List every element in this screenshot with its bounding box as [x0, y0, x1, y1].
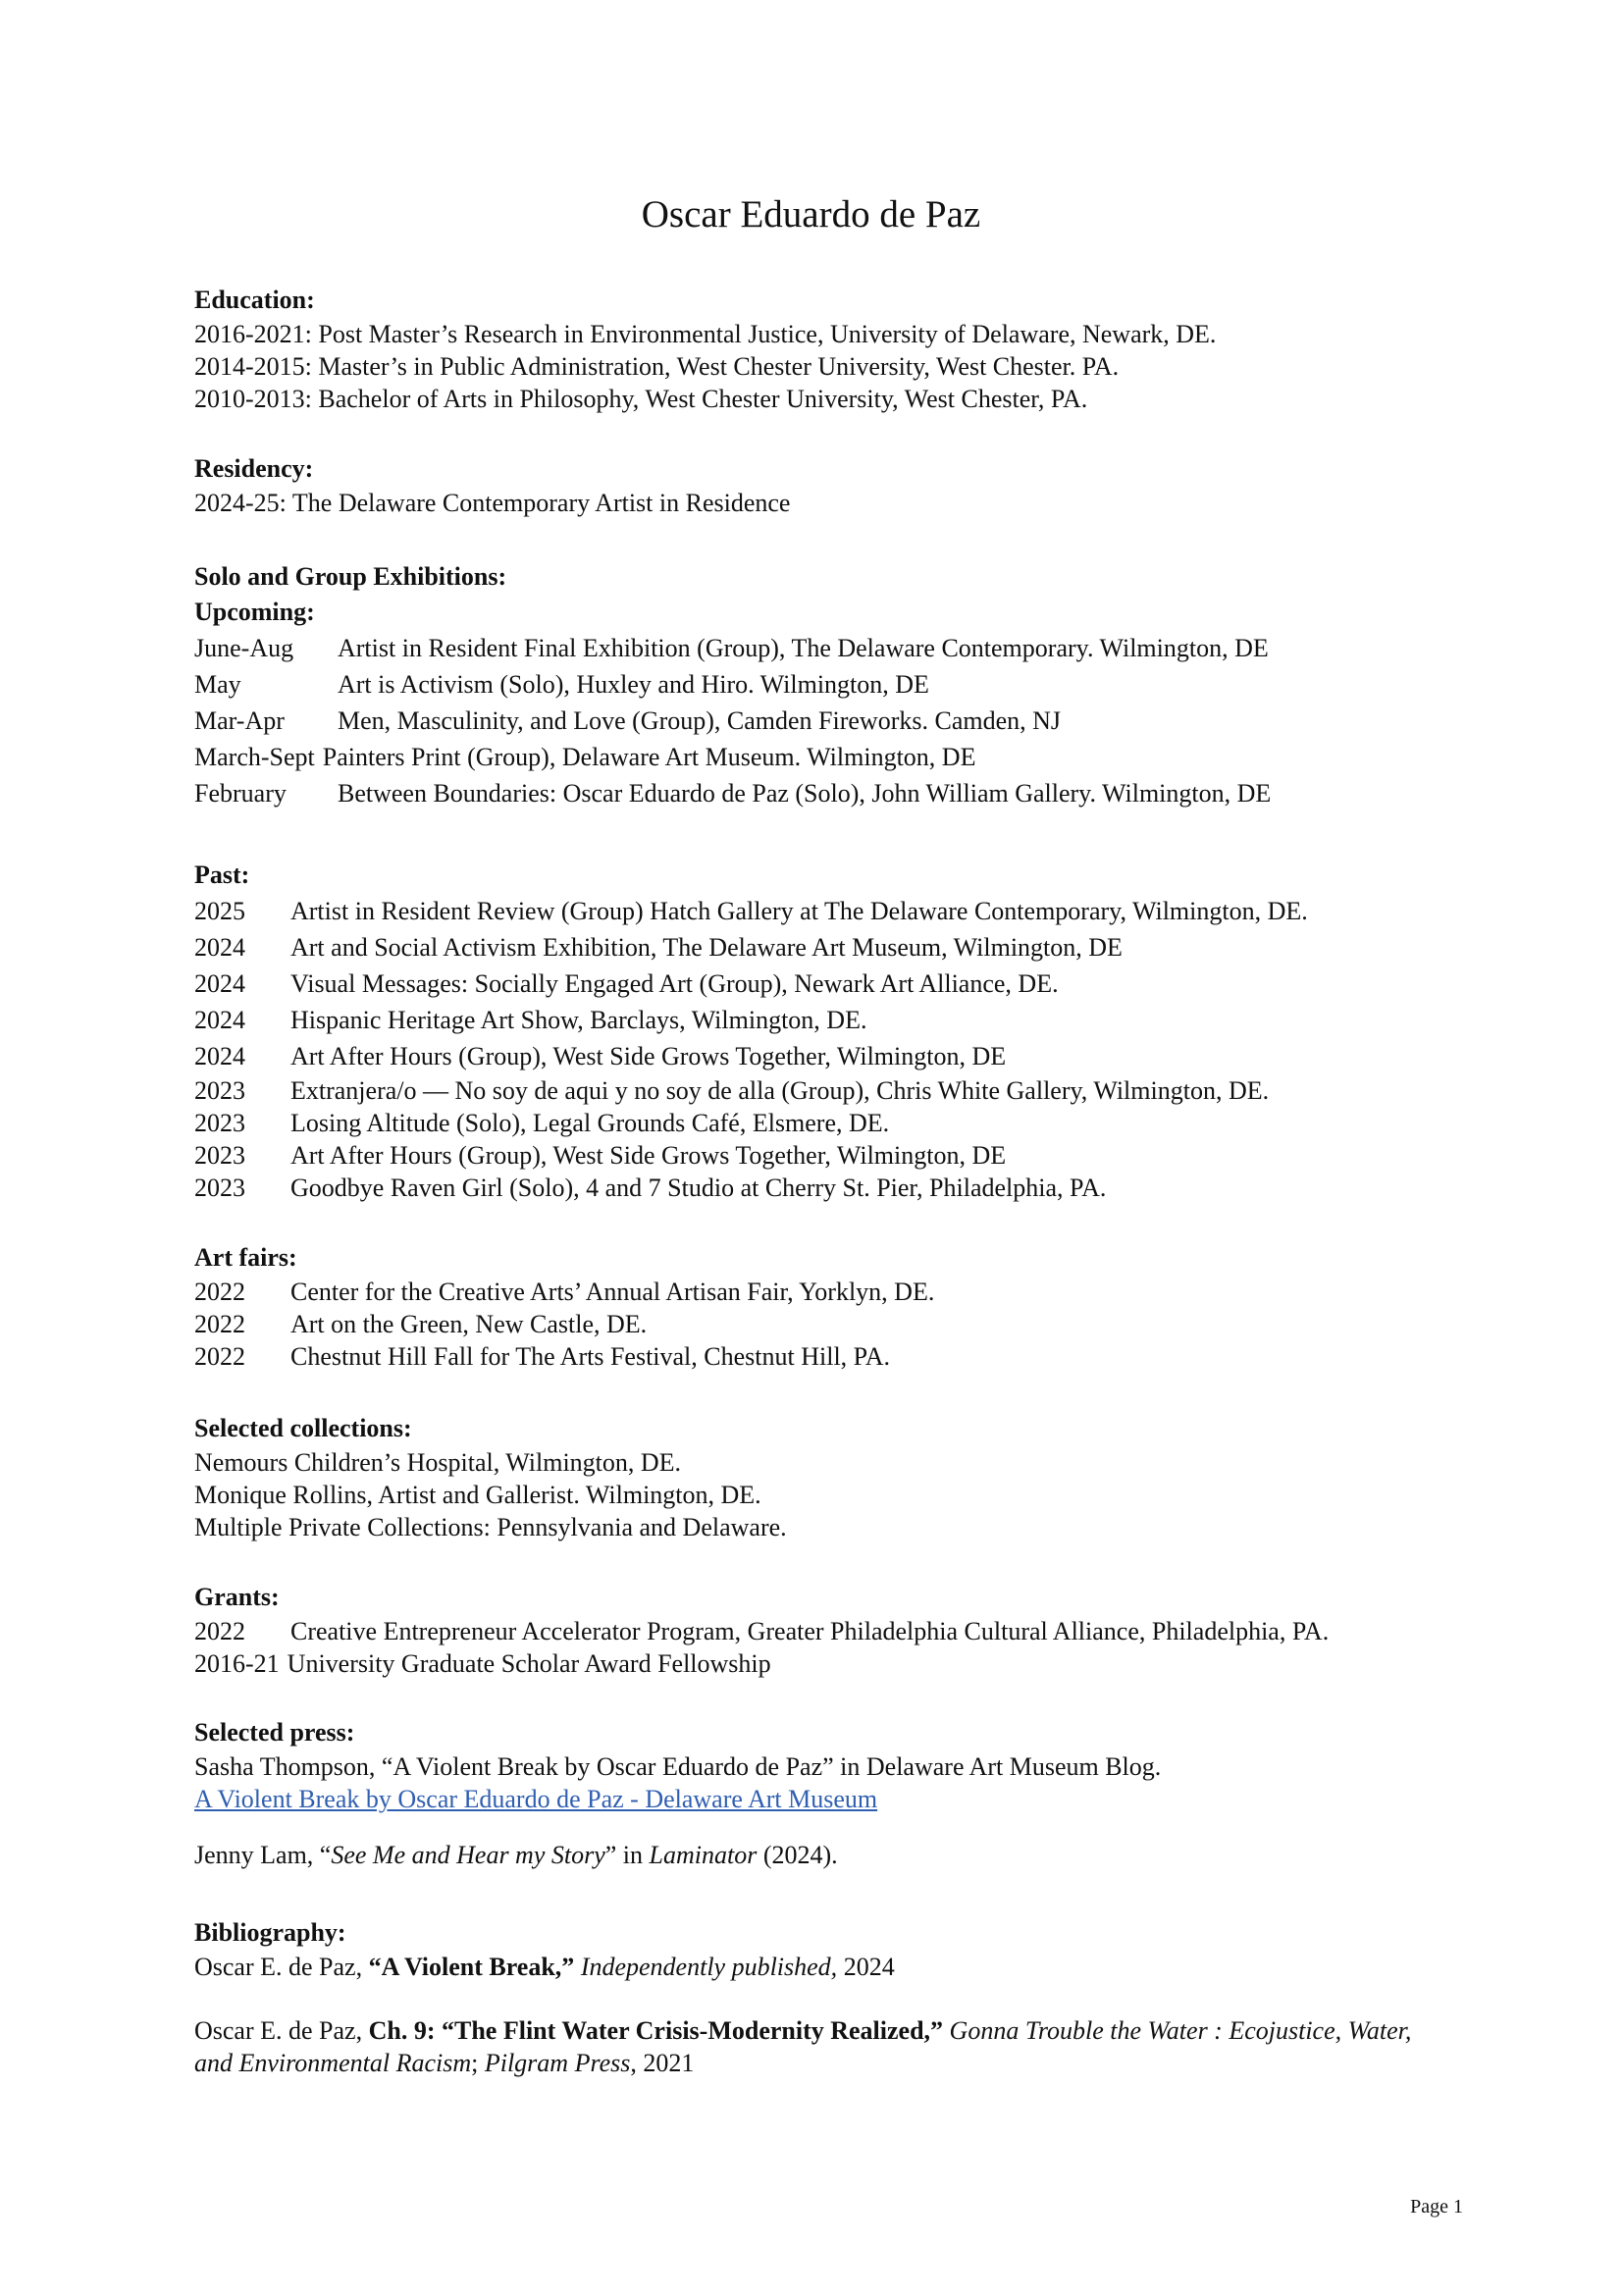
residency-section [194, 451, 1450, 519]
bib-year: 2024 [837, 1953, 895, 1981]
item-year: 2024 [194, 1006, 245, 1034]
upcoming-heading: Upcoming: [194, 598, 315, 626]
list-item: Multiple Private Collections: Pennsylvania and Delaware. [194, 1513, 787, 1541]
item-text: Visual Messages: Socially Engaged Art (Group), Newark Art Alliance, DE. [290, 969, 1059, 998]
list-item: Monique Rollins, Artist and Gallerist. Wilmington, DE. [194, 1481, 761, 1509]
press-item [194, 1839, 1450, 1871]
item-date: March-Sept [194, 743, 315, 771]
list-item [194, 1139, 1450, 1172]
item-date: Mar-Apr [194, 706, 285, 735]
item-year: 2023 [194, 1076, 245, 1105]
list-item [194, 1172, 1450, 1204]
item-text: Extranjera/o — No soy de aqui y no soy de alla (Group), Chris White Gallery, Wilmington, DE. [290, 1076, 1270, 1105]
press-link[interactable]: A Violent Break by Oscar Eduardo de Paz - Delaware Art Museum [194, 1785, 878, 1813]
item-year: 2024 [194, 969, 245, 998]
past-exhibitions-section [194, 858, 1450, 1204]
page-title: Oscar Eduardo de Paz [641, 193, 981, 235]
list-item [194, 703, 1450, 739]
list-item: 2024-25: The Delaware Contemporary Artist in Residence [194, 489, 791, 517]
item-year: 2024 [194, 933, 245, 962]
list-item: 2014-2015: Master’s in Public Administration, West Chester University, West Chester. PA. [194, 352, 1120, 381]
art-fairs-heading: Art fairs: [194, 1243, 297, 1272]
bibliography-item [194, 1951, 1450, 1983]
page-number: Page 1 [1410, 2196, 1463, 2218]
item-date: June-Aug [194, 634, 294, 662]
education-heading: Education: [194, 286, 315, 314]
item-text: Men, Masculinity, and Love (Group), Camden Fireworks. Camden, NJ [338, 706, 1062, 735]
bibliography-heading: Bibliography: [194, 1918, 346, 1947]
item-text: Losing Altitude (Solo), Legal Grounds Café, Elsmere, DE. [290, 1109, 890, 1137]
item-year: 2023 [194, 1109, 245, 1137]
press-heading: Selected press: [194, 1718, 355, 1747]
item-text: Artist in Resident Final Exhibition (Group), The Delaware Contemporary. Wilmington, DE [338, 634, 1269, 662]
grants-heading: Grants: [194, 1583, 280, 1611]
collections-heading: Selected collections: [194, 1414, 412, 1442]
list-item [194, 893, 1450, 929]
art-fairs-section [194, 1240, 1450, 1373]
item-text: Artist in Resident Review (Group) Hatch Gallery at The Delaware Contemporary, Wilmington, DE. [290, 897, 1308, 925]
bib-year: , 2021 [630, 2049, 695, 2077]
list-item: 2016-2021: Post Master’s Research in Environmental Justice, University of Delaware, Newark, DE. [194, 320, 1217, 348]
past-heading: Past: [194, 861, 250, 889]
item-text: Art is Activism (Solo), Huxley and Hiro. Wilmington, DE [338, 670, 929, 699]
bib-title: “A Violent Break,” [368, 1953, 575, 1981]
exhibitions-section [194, 559, 1450, 811]
item-date: February [194, 779, 287, 808]
item-date: May [194, 670, 241, 699]
item-year: 2023 [194, 1174, 245, 1202]
bib-separator: ; [471, 2049, 485, 2077]
press-year: (2024). [757, 1841, 838, 1869]
item-year: 2023 [194, 1141, 245, 1170]
item-year: 2022 [194, 1617, 245, 1645]
item-text: University Graduate Scholar Award Fellowship [287, 1649, 771, 1678]
bib-author: Oscar E. de Paz, [194, 2016, 369, 2045]
collections-section [194, 1411, 1450, 1543]
press-title: See Me and Hear my Story [331, 1841, 605, 1869]
list-item [194, 1038, 1450, 1074]
item-text: Art and Social Activism Exhibition, The Delaware Art Museum, Wilmington, DE [290, 933, 1123, 962]
list-item [194, 1002, 1450, 1038]
press-text: ” in [604, 1841, 650, 1869]
item-year: 2024 [194, 1042, 245, 1070]
residency-heading: Residency: [194, 454, 314, 483]
list-item [194, 666, 1450, 703]
list-item [194, 1276, 1450, 1308]
item-year: 2025 [194, 897, 245, 925]
bib-author: Oscar E. de Paz, [194, 1953, 369, 1981]
item-text: Art on the Green, New Castle, DE. [290, 1310, 648, 1338]
list-item [194, 929, 1450, 965]
bibliography-item [194, 2014, 1450, 2079]
list-item [194, 1647, 1450, 1680]
item-text: Between Boundaries: Oscar Eduardo de Paz (Solo), John William Gallery. Wilmington, DE [338, 779, 1272, 808]
bib-title: Ch. 9: “The Flint Water Crisis-Modernity Realized,” [368, 2016, 944, 2045]
item-text: Art After Hours (Group), West Side Grows Together, Wilmington, DE [290, 1141, 1007, 1170]
list-item [194, 1615, 1450, 1647]
list-item [194, 1107, 1450, 1139]
item-text: Hispanic Heritage Art Show, Barclays, Wilmington, DE. [290, 1006, 867, 1034]
item-year: 2022 [194, 1342, 245, 1371]
exhibitions-heading: Solo and Group Exhibitions: [194, 562, 507, 591]
grants-section [194, 1580, 1450, 1680]
bib-publisher: Independently published, [574, 1953, 838, 1981]
item-year: 2022 [194, 1278, 245, 1306]
list-item [194, 630, 1450, 666]
bib-book: Gonna Trouble the Water : Ecojustice, Water, and Environmental Racism [194, 2016, 1412, 2077]
list-item [194, 1308, 1450, 1340]
press-item: Sasha Thompson, “A Violent Break by Oscar Eduardo de Paz” in Delaware Art Museum Blog. [194, 1752, 1162, 1781]
press-author: Jenny Lam, “ [194, 1841, 332, 1869]
list-item: Nemours Children’s Hospital, Wilmington, DE. [194, 1448, 682, 1477]
item-text: Painters Print (Group), Delaware Art Museum. Wilmington, DE [322, 743, 976, 771]
press-section [194, 1715, 1450, 1871]
list-item [194, 965, 1450, 1002]
press-publication: Laminator [649, 1841, 758, 1869]
item-text: Art After Hours (Group), West Side Grows Together, Wilmington, DE [290, 1042, 1007, 1070]
item-year: 2022 [194, 1310, 245, 1338]
list-item [194, 739, 1450, 775]
list-item: 2010-2013: Bachelor of Arts in Philosophy, West Chester University, West Chester, PA. [194, 385, 1088, 413]
item-year: 2016-21 [194, 1649, 280, 1678]
bibliography-section [194, 1915, 1450, 2079]
item-text: Chestnut Hill Fall for The Arts Festival, Chestnut Hill, PA. [290, 1342, 891, 1371]
bib-publisher: Pilgram Press [484, 2049, 631, 2077]
education-section [194, 283, 1450, 415]
list-item [194, 1340, 1450, 1373]
list-item [194, 775, 1450, 811]
list-item [194, 1074, 1450, 1107]
item-text: Center for the Creative Arts’ Annual Artisan Fair, Yorklyn, DE. [290, 1278, 935, 1306]
item-text: Creative Entrepreneur Accelerator Program, Greater Philadelphia Cultural Alliance, Philadelphia, PA. [290, 1617, 1330, 1645]
item-text: Goodbye Raven Girl (Solo), 4 and 7 Studio at Cherry St. Pier, Philadelphia, PA. [290, 1174, 1107, 1202]
